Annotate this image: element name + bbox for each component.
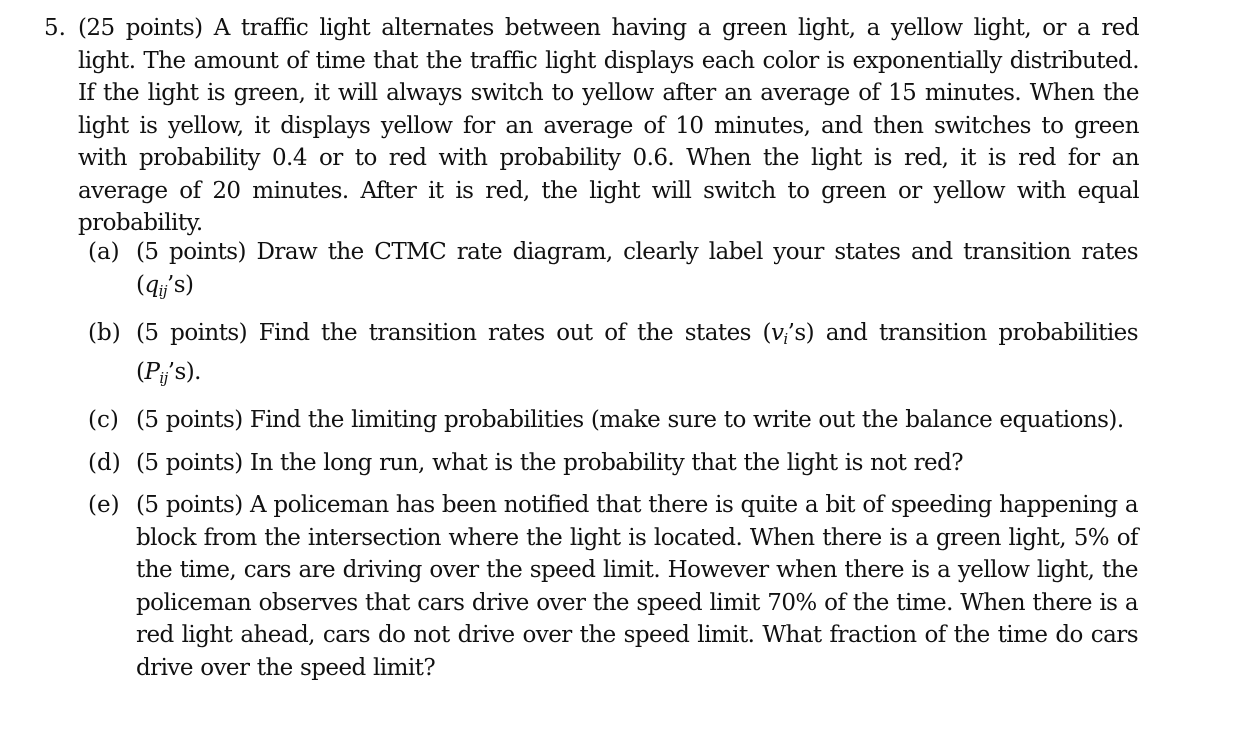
part-d-text: (5 points) In the long run, what is the probability that the light is not red? (136, 449, 964, 476)
problem-statement: (25 points) A traffic light alternates between having a green light, a yellow light, or a red light. The amount of time that the traffic light displays each color is exponentially distributed. If the light is green, it will always switch to yellow after an average of 15 minutes. When the light is yellow, it displays yellow for an average of 10 minutes, and then switches to green with probability 0.4 or to red with probability 0.6. When the light is red, it is red for an average of 20 minutes. After it is red, the light will switch to green or yellow with equal probability. (78, 15, 1139, 236)
problem-5 (44, 12, 1139, 240)
part-e-label: (e) (88, 492, 120, 518)
part-b-before: (5 points) Find the transition rates out of the states ( (136, 320, 771, 346)
part-e-text: (5 points) A policeman has been notified that there is quite a bit of speeding happening a block from the intersection where the light is located. When there is a green light, 5% of the time, cars are driving over the speed limit. However when there is a yellow light, the policeman observes that cars drive over the speed limit 70% of the time. When there is a red light ahead, cars do not drive over the speed limit. What fraction of the time do cars drive over the speed limit? (136, 492, 1138, 681)
part-a-text (136, 236, 1138, 307)
part-b-text (136, 317, 1138, 394)
part-b-after: ’s). (167, 358, 201, 385)
part-b (88, 317, 1138, 394)
q-symbol: q (144, 271, 159, 298)
part-a-before: (5 points) Draw the CTMC rate diagram, clearly label your states and transition rates ( (136, 239, 1138, 298)
part-b-middle: ’s) and transition probabilities ( (136, 320, 1138, 385)
problem-parts (88, 236, 1138, 694)
p-symbol: P (144, 358, 160, 385)
part-c-text: (5 points) Find the limiting probabilities (make sure to write out the balance equations). (136, 407, 1124, 433)
part-a-after: ’s) (166, 271, 194, 298)
part-b-label: (b) (88, 320, 121, 346)
part-a (88, 236, 1138, 307)
part-d (88, 447, 1138, 480)
part-d-label: (d) (88, 449, 121, 476)
p-subscript: ij (159, 368, 168, 387)
q-subscript: ij (158, 281, 167, 300)
part-a-label: (a) (88, 239, 120, 265)
problem-number: 5. (44, 15, 66, 41)
v-symbol: v (770, 320, 784, 346)
part-c-label: (c) (88, 407, 119, 433)
part-e (88, 489, 1138, 684)
v-subscript: i (783, 330, 788, 348)
part-c (88, 404, 1138, 437)
